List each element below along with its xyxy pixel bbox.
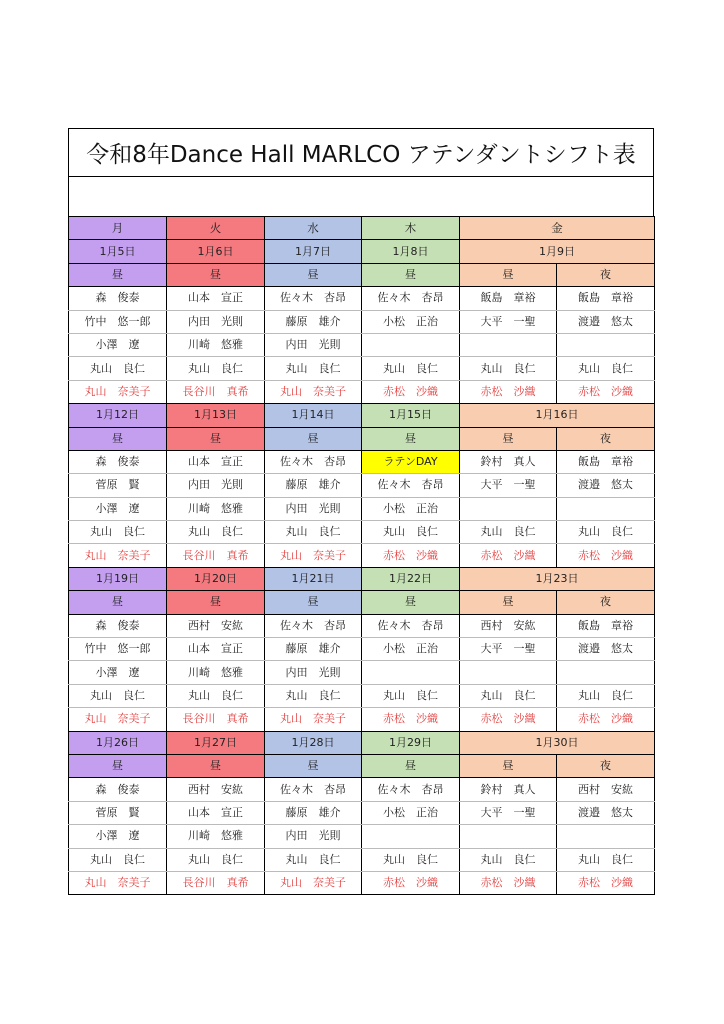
staff-row xyxy=(69,450,655,473)
staff-row xyxy=(69,287,655,310)
shift-cell: 昼 xyxy=(362,591,460,614)
staff-cell: 内田 光則 xyxy=(167,474,265,497)
date-cell: 1月27日 xyxy=(167,731,265,754)
shift-cell: 昼 xyxy=(167,591,265,614)
staff-cell: 川崎 悠雅 xyxy=(167,497,265,520)
staff-cell: 川崎 悠雅 xyxy=(167,825,265,848)
staff-cell: 大平 一聖 xyxy=(460,638,557,661)
staff-cell: 丸山 良仁 xyxy=(167,521,265,544)
staff-cell: 佐々木 杏昂 xyxy=(362,778,460,801)
shift-row xyxy=(69,754,655,777)
date-cell: 1月14日 xyxy=(265,404,362,427)
staff-cell: 丸山 良仁 xyxy=(69,848,167,871)
staff-cell: 赤松 沙織 xyxy=(362,544,460,567)
staff-row xyxy=(69,871,655,894)
day-header-cell: 金 xyxy=(460,217,655,240)
shift-cell: 昼 xyxy=(265,591,362,614)
staff-row xyxy=(69,661,655,684)
staff-cell xyxy=(557,825,655,848)
shift-cell: 昼 xyxy=(362,754,460,777)
date-cell: 1月13日 xyxy=(167,404,265,427)
staff-cell: 内田 光則 xyxy=(265,333,362,356)
staff-cell xyxy=(460,825,557,848)
staff-cell: 長谷川 真希 xyxy=(167,871,265,894)
staff-cell: 丸山 良仁 xyxy=(460,684,557,707)
staff-cell: 赤松 沙織 xyxy=(460,871,557,894)
staff-cell: 赤松 沙織 xyxy=(362,380,460,403)
staff-cell: 赤松 沙織 xyxy=(362,871,460,894)
staff-cell: 丸山 良仁 xyxy=(265,521,362,544)
staff-cell: 赤松 沙織 xyxy=(362,708,460,731)
staff-cell: 丸山 奈美子 xyxy=(265,708,362,731)
staff-cell xyxy=(557,497,655,520)
shift-cell: 昼 xyxy=(460,754,557,777)
staff-cell: 赤松 沙織 xyxy=(557,380,655,403)
staff-row xyxy=(69,825,655,848)
shift-cell: 昼 xyxy=(69,591,167,614)
staff-row xyxy=(69,497,655,520)
shift-cell: 昼 xyxy=(167,427,265,450)
date-row xyxy=(69,567,655,590)
shift-cell: 昼 xyxy=(460,427,557,450)
staff-cell: 森 俊泰 xyxy=(69,287,167,310)
staff-cell: 丸山 奈美子 xyxy=(69,871,167,894)
staff-cell: 佐々木 杏昂 xyxy=(265,614,362,637)
date-cell: 1月5日 xyxy=(69,240,167,263)
shift-cell: 昼 xyxy=(167,754,265,777)
staff-cell: 西村 安紘 xyxy=(167,778,265,801)
staff-cell: 小松 正治 xyxy=(362,310,460,333)
day-header-row xyxy=(69,217,655,240)
shift-cell: 昼 xyxy=(265,427,362,450)
shift-row xyxy=(69,263,655,286)
staff-cell: 丸山 奈美子 xyxy=(69,708,167,731)
shift-cell: 昼 xyxy=(460,263,557,286)
staff-cell: 山本 宣正 xyxy=(167,287,265,310)
staff-cell: 川崎 悠雅 xyxy=(167,661,265,684)
day-header-cell: 水 xyxy=(265,217,362,240)
staff-cell: 渡邉 悠太 xyxy=(557,310,655,333)
date-cell: 1月12日 xyxy=(69,404,167,427)
blank-row xyxy=(68,176,654,216)
staff-cell: 小澤 遼 xyxy=(69,497,167,520)
staff-cell: 竹中 悠一郎 xyxy=(69,310,167,333)
date-cell: 1月21日 xyxy=(265,567,362,590)
staff-row xyxy=(69,474,655,497)
staff-row xyxy=(69,848,655,871)
staff-row xyxy=(69,801,655,824)
staff-cell: 西村 安紘 xyxy=(460,614,557,637)
staff-cell xyxy=(362,825,460,848)
staff-cell: 赤松 沙織 xyxy=(557,708,655,731)
day-header-cell: 月 xyxy=(69,217,167,240)
staff-cell xyxy=(460,333,557,356)
date-cell: 1月28日 xyxy=(265,731,362,754)
staff-cell: 佐々木 杏昂 xyxy=(362,614,460,637)
staff-cell: 西村 安紘 xyxy=(167,614,265,637)
staff-cell: 西村 安紘 xyxy=(557,778,655,801)
staff-cell: 森 俊泰 xyxy=(69,614,167,637)
staff-cell: 小松 正治 xyxy=(362,801,460,824)
staff-cell: 渡邉 悠太 xyxy=(557,474,655,497)
staff-row xyxy=(69,684,655,707)
day-header-cell: 木 xyxy=(362,217,460,240)
staff-cell: 丸山 良仁 xyxy=(69,357,167,380)
staff-row xyxy=(69,521,655,544)
staff-cell: 丸山 良仁 xyxy=(362,357,460,380)
shift-table-body xyxy=(69,217,655,895)
date-cell: 1月8日 xyxy=(362,240,460,263)
date-cell: 1月15日 xyxy=(362,404,460,427)
staff-cell: 小澤 遼 xyxy=(69,661,167,684)
staff-cell: 丸山 良仁 xyxy=(265,357,362,380)
staff-cell: 丸山 良仁 xyxy=(460,357,557,380)
staff-row xyxy=(69,544,655,567)
staff-cell: 飯島 章裕 xyxy=(557,287,655,310)
staff-row xyxy=(69,778,655,801)
staff-cell: 山本 宣正 xyxy=(167,801,265,824)
date-cell: 1月7日 xyxy=(265,240,362,263)
staff-row xyxy=(69,708,655,731)
staff-cell: 渡邉 悠太 xyxy=(557,801,655,824)
staff-cell: 小松 正治 xyxy=(362,497,460,520)
staff-cell: 丸山 良仁 xyxy=(167,684,265,707)
staff-cell: 丸山 奈美子 xyxy=(69,380,167,403)
staff-cell xyxy=(557,333,655,356)
staff-cell: 丸山 奈美子 xyxy=(69,544,167,567)
staff-row xyxy=(69,638,655,661)
staff-cell xyxy=(362,333,460,356)
shift-table xyxy=(68,216,655,895)
staff-cell: 飯島 章裕 xyxy=(557,614,655,637)
staff-cell: 藤原 雄介 xyxy=(265,310,362,333)
staff-cell: 丸山 良仁 xyxy=(167,848,265,871)
staff-row xyxy=(69,357,655,380)
staff-cell: 長谷川 真希 xyxy=(167,708,265,731)
date-cell: 1月19日 xyxy=(69,567,167,590)
shift-cell: 昼 xyxy=(265,263,362,286)
staff-cell: 丸山 良仁 xyxy=(460,521,557,544)
staff-cell: 鈴村 真人 xyxy=(460,778,557,801)
staff-cell: 内田 光則 xyxy=(265,661,362,684)
date-cell: 1月26日 xyxy=(69,731,167,754)
staff-cell: 大平 一聖 xyxy=(460,801,557,824)
staff-cell: 丸山 良仁 xyxy=(460,848,557,871)
staff-cell: 森 俊泰 xyxy=(69,450,167,473)
staff-cell: 鈴村 真人 xyxy=(460,450,557,473)
staff-cell: 山本 宣正 xyxy=(167,450,265,473)
staff-cell: 赤松 沙織 xyxy=(460,544,557,567)
staff-cell: 内田 光則 xyxy=(265,497,362,520)
date-cell: 1月9日 xyxy=(460,240,655,263)
shift-cell: 昼 xyxy=(265,754,362,777)
staff-row xyxy=(69,310,655,333)
date-row xyxy=(69,240,655,263)
shift-cell: 夜 xyxy=(557,427,655,450)
staff-cell xyxy=(362,661,460,684)
shift-row xyxy=(69,427,655,450)
shift-cell: 夜 xyxy=(557,263,655,286)
staff-cell: 長谷川 真希 xyxy=(167,380,265,403)
staff-cell: 大平 一聖 xyxy=(460,310,557,333)
shift-cell: 昼 xyxy=(167,263,265,286)
date-cell: 1月22日 xyxy=(362,567,460,590)
staff-cell: 小澤 遼 xyxy=(69,333,167,356)
shift-cell: 夜 xyxy=(557,754,655,777)
staff-cell: 山本 宣正 xyxy=(167,638,265,661)
shift-cell: 夜 xyxy=(557,591,655,614)
staff-cell: 佐々木 杏昂 xyxy=(362,287,460,310)
date-row xyxy=(69,731,655,754)
shift-cell: 昼 xyxy=(69,263,167,286)
staff-cell: 内田 光則 xyxy=(167,310,265,333)
staff-cell: 飯島 章裕 xyxy=(460,287,557,310)
date-cell: 1月23日 xyxy=(460,567,655,590)
staff-cell: 丸山 良仁 xyxy=(557,521,655,544)
staff-cell: 佐々木 杏昂 xyxy=(265,450,362,473)
staff-cell: 長谷川 真希 xyxy=(167,544,265,567)
staff-cell: 赤松 沙織 xyxy=(557,871,655,894)
staff-cell: 藤原 雄介 xyxy=(265,801,362,824)
staff-cell: 渡邉 悠太 xyxy=(557,638,655,661)
shift-cell: 昼 xyxy=(69,427,167,450)
staff-cell: 大平 一聖 xyxy=(460,474,557,497)
shift-cell: 昼 xyxy=(362,427,460,450)
staff-cell: 内田 光則 xyxy=(265,825,362,848)
staff-cell: 竹中 悠一郎 xyxy=(69,638,167,661)
staff-cell: 丸山 奈美子 xyxy=(265,871,362,894)
staff-cell: 丸山 良仁 xyxy=(557,357,655,380)
staff-cell: 丸山 良仁 xyxy=(362,521,460,544)
staff-cell: 小松 正治 xyxy=(362,638,460,661)
staff-cell xyxy=(460,661,557,684)
staff-cell xyxy=(557,661,655,684)
date-cell: 1月6日 xyxy=(167,240,265,263)
date-cell: 1月30日 xyxy=(460,731,655,754)
date-cell: 1月20日 xyxy=(167,567,265,590)
date-cell: 1月16日 xyxy=(460,404,655,427)
staff-cell: 赤松 沙織 xyxy=(557,544,655,567)
staff-cell: 小澤 遼 xyxy=(69,825,167,848)
staff-cell: 丸山 良仁 xyxy=(265,848,362,871)
staff-cell: 赤松 沙織 xyxy=(460,380,557,403)
date-row xyxy=(69,404,655,427)
staff-cell: 森 俊泰 xyxy=(69,778,167,801)
staff-row xyxy=(69,614,655,637)
staff-cell: 丸山 良仁 xyxy=(167,357,265,380)
staff-row xyxy=(69,380,655,403)
staff-cell: 丸山 良仁 xyxy=(265,684,362,707)
staff-cell: 丸山 良仁 xyxy=(69,684,167,707)
staff-cell xyxy=(460,497,557,520)
staff-cell: 飯島 章裕 xyxy=(557,450,655,473)
date-cell: 1月29日 xyxy=(362,731,460,754)
staff-cell: 丸山 奈美子 xyxy=(265,544,362,567)
shift-sheet xyxy=(68,128,654,895)
staff-cell: 川崎 悠雅 xyxy=(167,333,265,356)
event-cell: ラテンDAY xyxy=(362,450,460,473)
staff-cell: 丸山 奈美子 xyxy=(265,380,362,403)
page-title: 令和8年Dance Hall MARLCO アテンダントシフト表 xyxy=(68,128,654,176)
staff-cell: 藤原 雄介 xyxy=(265,474,362,497)
staff-cell: 丸山 良仁 xyxy=(362,848,460,871)
staff-cell: 佐々木 杏昂 xyxy=(265,287,362,310)
staff-cell: 赤松 沙織 xyxy=(460,708,557,731)
shift-cell: 昼 xyxy=(69,754,167,777)
staff-cell: 丸山 良仁 xyxy=(557,848,655,871)
staff-cell: 菅原 賢 xyxy=(69,801,167,824)
staff-cell: 佐々木 杏昂 xyxy=(362,474,460,497)
staff-cell: 藤原 雄介 xyxy=(265,638,362,661)
staff-cell: 丸山 良仁 xyxy=(557,684,655,707)
staff-row xyxy=(69,333,655,356)
shift-cell: 昼 xyxy=(460,591,557,614)
staff-cell: 菅原 賢 xyxy=(69,474,167,497)
staff-cell: 丸山 良仁 xyxy=(69,521,167,544)
staff-cell: 丸山 良仁 xyxy=(362,684,460,707)
shift-cell: 昼 xyxy=(362,263,460,286)
day-header-cell: 火 xyxy=(167,217,265,240)
staff-cell: 佐々木 杏昂 xyxy=(265,778,362,801)
shift-row xyxy=(69,591,655,614)
